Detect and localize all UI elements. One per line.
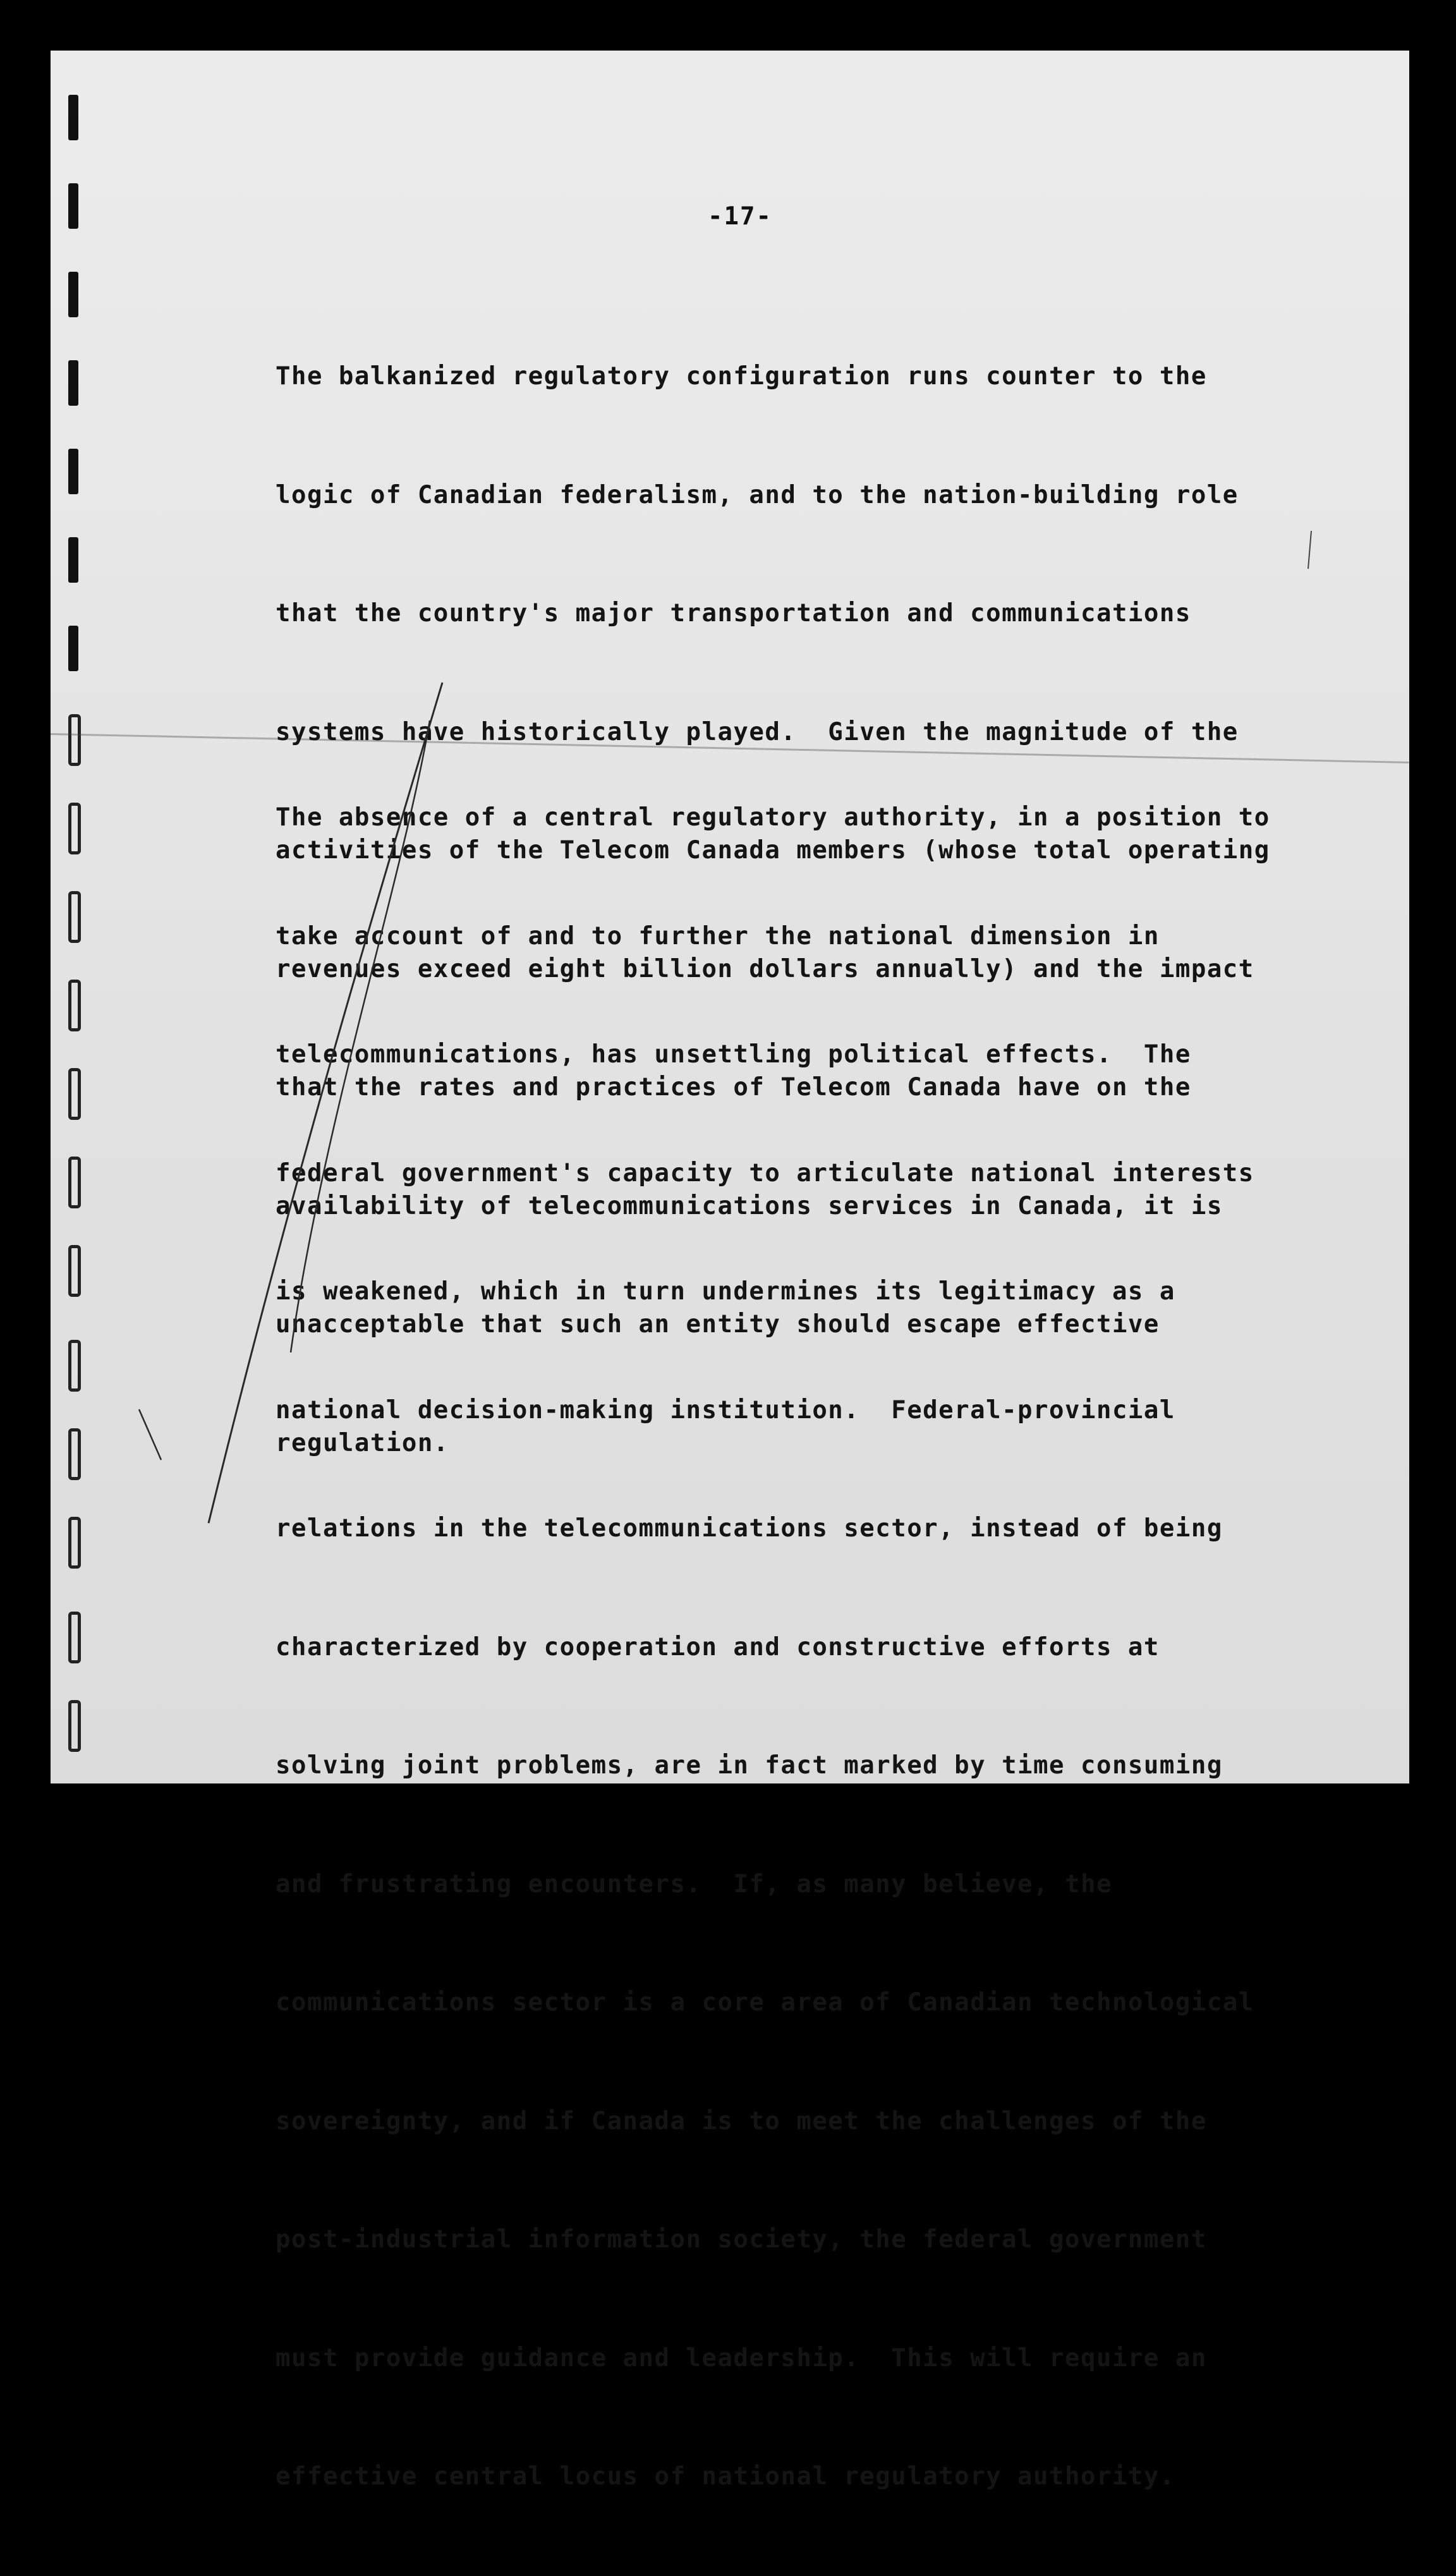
text-line: national decision-making institution. Federal-provincial (276, 1395, 1175, 1425)
binding-hole-mark (68, 360, 78, 406)
text-line: logic of Canadian federalism, and to the nation-building role (276, 480, 1239, 509)
binding-hole-mark (68, 1612, 81, 1663)
text-line: regulation. (276, 1428, 449, 1457)
text-line: take account of and to further the national dimension in (276, 921, 1160, 951)
text-line: relations in the telecommunications sector, instead of being (276, 1514, 1223, 1543)
text-line: that the rates and practices of Telecom Canada have on the (276, 1073, 1191, 1102)
binding-hole-mark (68, 1340, 81, 1392)
text-line: systems have historically played. Given the magnitude of the (276, 717, 1239, 746)
text-line: must provide guidance and leadership. This will require an (276, 2343, 1207, 2372)
binding-hole-mark (68, 1068, 81, 1120)
page-number: -17- (708, 202, 772, 231)
text-line: activities of the Telecom Canada members (whose total operating (276, 836, 1270, 865)
binding-hole-mark (68, 272, 78, 317)
binding-hole-mark (68, 891, 81, 943)
text-line: sovereignty, and if Canada is to meet the challenges of the (276, 2106, 1207, 2136)
text-line: availability of telecommunications services in Canada, it is (276, 1191, 1223, 1220)
binding-hole-mark (68, 803, 81, 854)
binding-hole-mark (68, 1517, 81, 1569)
paragraph (276, 719, 1413, 2576)
binding-hole-mark (68, 626, 78, 671)
text-line: telecommunications, has unsettling political effects. The (276, 1040, 1191, 1069)
binding-hole-mark (68, 449, 78, 494)
binding-hole-mark (68, 183, 78, 229)
text-line: federal government's capacity to articulate national interests (276, 1158, 1254, 1188)
pen-stroke (139, 1409, 161, 1460)
text-line: solving joint problems, are in fact marked by time consuming (276, 1751, 1223, 1780)
binding-hole-mark (68, 714, 81, 766)
text-line: communications sector is a core area of Canadian technological (276, 1988, 1254, 2017)
binding-hole-mark (68, 1428, 81, 1480)
text-line: The balkanized regulatory configuration runs counter to the (276, 362, 1207, 391)
binding-hole-mark (68, 1245, 81, 1297)
text-line: is weakened, which in turn undermines its legitimacy as a (276, 1277, 1175, 1306)
text-line: and frustrating encounters. If, as many believe, the (276, 1869, 1112, 1899)
binding-hole-mark (68, 980, 81, 1031)
text-line: post-industrial information society, the federal government (276, 2225, 1207, 2254)
binding-hole-mark (68, 537, 78, 583)
text-line: revenues exceed eight billion dollars annually) and the impact (276, 954, 1254, 983)
text-line: that the country's major transportation and communications (276, 599, 1191, 628)
document-page (51, 51, 1409, 2491)
text-line: The absence of a central regulatory authority, in a position to (276, 803, 1270, 832)
text-line: characterized by cooperation and constructive efforts at (276, 1632, 1160, 1662)
binding-hole-mark (68, 95, 78, 140)
binding-hole-mark (68, 1157, 81, 1208)
binding-hole-mark (68, 1700, 81, 1752)
text-line: unacceptable that such an entity should escape effective (276, 1310, 1160, 1339)
text-line: effective central locus of national regulatory authority. (276, 2462, 1175, 2491)
